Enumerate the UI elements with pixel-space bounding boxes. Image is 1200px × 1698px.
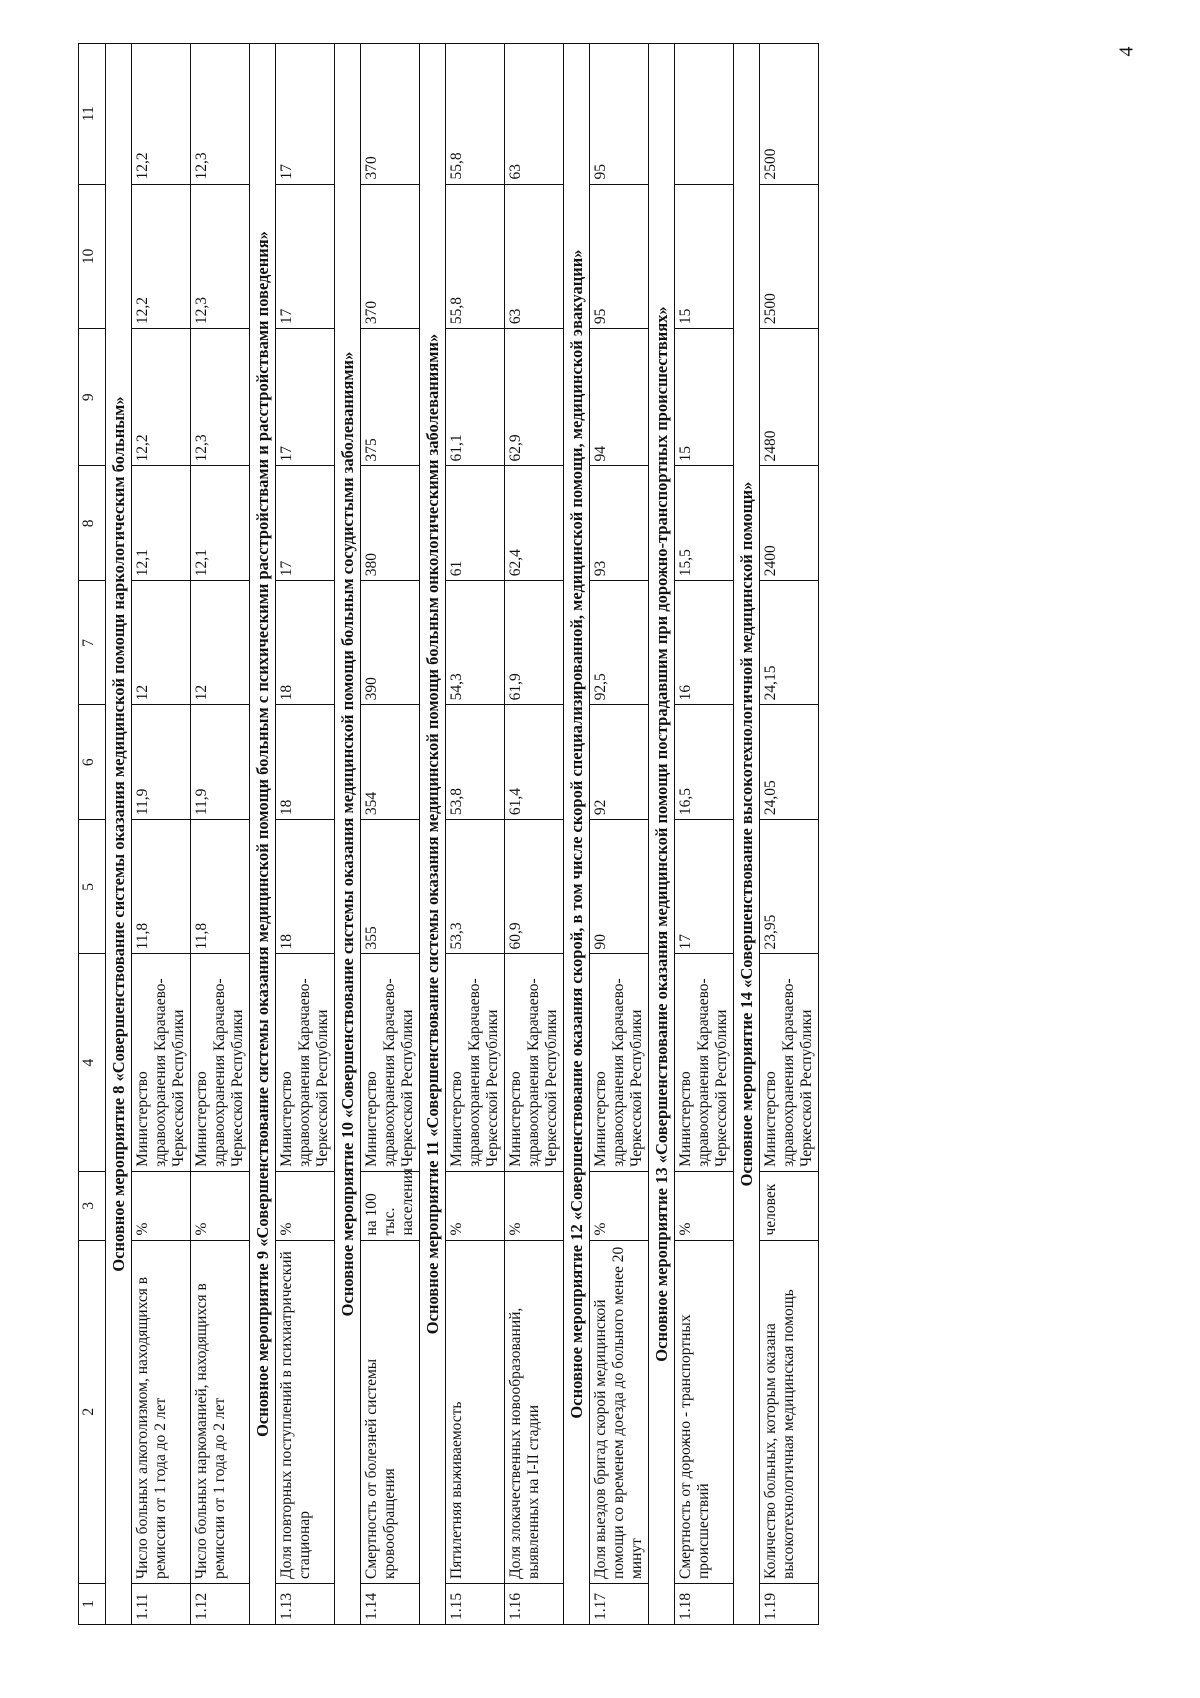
executor: Министерство здравоохранения Карачаево-Черкесской Республики <box>505 954 564 1171</box>
value-col11: 17 <box>276 44 335 185</box>
column-number: 6 <box>79 705 106 820</box>
column-number: 8 <box>79 466 106 581</box>
section-heading-row <box>420 44 446 1625</box>
value-col8: 15,5 <box>675 466 734 581</box>
indicators-table <box>78 43 819 1625</box>
value-col11 <box>675 44 734 185</box>
unit: на 100 тыс. населения <box>361 1171 420 1240</box>
value-col5: 53,3 <box>446 820 505 954</box>
section-title: Основное мероприятие 13 «Совершенствование оказания медицинской помощи пострадавшим при дорожно-транспортных происшествиях» <box>649 44 675 1625</box>
indicator-name: Число больных наркоманией, находящихся в ремиссии от 1 года до 2 лет <box>191 1240 250 1583</box>
value-col7: 18 <box>276 581 335 705</box>
value-col8: 2400 <box>760 466 819 581</box>
value-col10: 12,2 <box>132 184 191 329</box>
table-row <box>446 44 505 1625</box>
value-col9: 61,1 <box>446 329 505 466</box>
row-number: 1.13 <box>276 1584 335 1625</box>
value-col6: 92 <box>590 705 649 820</box>
value-col10: 17 <box>276 184 335 329</box>
row-number: 1.15 <box>446 1584 505 1625</box>
row-number: 1.12 <box>191 1584 250 1625</box>
value-col7: 54,3 <box>446 581 505 705</box>
unit: % <box>132 1171 191 1240</box>
indicator-name: Смертность от дорожно - транспортных происшествий <box>675 1240 734 1583</box>
value-col9: 12,2 <box>132 329 191 466</box>
value-col9: 2480 <box>760 329 819 466</box>
value-col11: 95 <box>590 44 649 185</box>
value-col11: 63 <box>505 44 564 185</box>
table-row <box>132 44 191 1625</box>
executor: Министерство здравоохранения Карачаево-Черкесской Республики <box>361 954 420 1171</box>
value-col5: 18 <box>276 820 335 954</box>
section-heading-row <box>649 44 675 1625</box>
row-number: 1.11 <box>132 1584 191 1625</box>
value-col8: 62,4 <box>505 466 564 581</box>
column-number: 9 <box>79 329 106 466</box>
value-col11: 2500 <box>760 44 819 185</box>
value-col8: 17 <box>276 466 335 581</box>
section-title: Основное мероприятие 11 «Совершенствование системы оказания медицинской помощи больным онкологическими заболеваниями» <box>420 44 446 1625</box>
value-col10: 95 <box>590 184 649 329</box>
value-col5: 355 <box>361 820 420 954</box>
value-col9: 12,3 <box>191 329 250 466</box>
table-row <box>505 44 564 1625</box>
value-col8: 12,1 <box>191 466 250 581</box>
value-col7: 16 <box>675 581 734 705</box>
value-col9: 375 <box>361 329 420 466</box>
column-number: 3 <box>79 1171 106 1240</box>
value-col10: 370 <box>361 184 420 329</box>
row-number: 1.19 <box>760 1584 819 1625</box>
executor: Министерство здравоохранения Карачаево-Черкесской Республики <box>446 954 505 1171</box>
executor: Министерство здравоохранения Карачаево-Черкесской Республики <box>590 954 649 1171</box>
indicator-name: Смертность от болезней системы кровообращения <box>361 1240 420 1583</box>
section-heading-row <box>106 44 132 1625</box>
section-heading-row <box>335 44 361 1625</box>
value-col5: 17 <box>675 820 734 954</box>
executor: Министерство здравоохранения Карачаево-Черкесской Республики <box>276 954 335 1171</box>
value-col6: 11,9 <box>191 705 250 820</box>
table-row <box>760 44 819 1625</box>
value-col6: 24,05 <box>760 705 819 820</box>
section-heading-row <box>564 44 590 1625</box>
row-number: 1.18 <box>675 1584 734 1625</box>
column-number-row <box>79 44 106 1625</box>
unit: % <box>191 1171 250 1240</box>
value-col7: 24,15 <box>760 581 819 705</box>
value-col8: 12,1 <box>132 466 191 581</box>
executor: Министерство здравоохранения Карачаево-Черкесской Республики <box>675 954 734 1171</box>
indicator-name: Количество больных, которым оказана высокотехнологичная медицинская помощь <box>760 1240 819 1583</box>
value-col7: 390 <box>361 581 420 705</box>
section-title: Основное мероприятие 12 «Совершенствование оказания скорой, в том числе скорой специализированной, медицинской помощи, медицинской эвакуации» <box>564 44 590 1625</box>
value-col6: 354 <box>361 705 420 820</box>
unit: человек <box>760 1171 819 1240</box>
value-col8: 93 <box>590 466 649 581</box>
value-col8: 61 <box>446 466 505 581</box>
unit: % <box>505 1171 564 1240</box>
value-col9: 15 <box>675 329 734 466</box>
table-row <box>191 44 250 1625</box>
rotated-page <box>78 43 1133 1625</box>
value-col11: 12,2 <box>132 44 191 185</box>
column-number: 10 <box>79 184 106 329</box>
section-heading-row <box>734 44 760 1625</box>
column-number: 1 <box>79 1584 106 1625</box>
value-col10: 55,8 <box>446 184 505 329</box>
value-col11: 55,8 <box>446 44 505 185</box>
value-col10: 15 <box>675 184 734 329</box>
column-number: 5 <box>79 820 106 954</box>
value-col7: 92,5 <box>590 581 649 705</box>
row-number: 1.16 <box>505 1584 564 1625</box>
executor: Министерство здравоохранения Карачаево-Черкесской Республики <box>191 954 250 1171</box>
value-col6: 61,4 <box>505 705 564 820</box>
section-heading-row <box>250 44 276 1625</box>
value-col5: 90 <box>590 820 649 954</box>
value-col6: 11,9 <box>132 705 191 820</box>
page-number: 4 <box>1115 46 1138 57</box>
value-col5: 11,8 <box>132 820 191 954</box>
column-number: 7 <box>79 581 106 705</box>
value-col5: 23,95 <box>760 820 819 954</box>
value-col6: 16,5 <box>675 705 734 820</box>
unit: % <box>276 1171 335 1240</box>
table-row <box>590 44 649 1625</box>
value-col11: 370 <box>361 44 420 185</box>
value-col9: 94 <box>590 329 649 466</box>
value-col5: 60,9 <box>505 820 564 954</box>
value-col9: 62,9 <box>505 329 564 466</box>
executor: Министерство здравоохранения Карачаево-Черкесской Республики <box>760 954 819 1171</box>
column-number: 2 <box>79 1240 106 1583</box>
value-col6: 53,8 <box>446 705 505 820</box>
value-col8: 380 <box>361 466 420 581</box>
indicator-name: Доля злокачественных новообразований, выявленных на I-II стадии <box>505 1240 564 1583</box>
executor: Министерство здравоохранения Карачаево-Черкесской Республики <box>132 954 191 1171</box>
value-col7: 12 <box>191 581 250 705</box>
section-title: Основное мероприятие 14 «Совершенствование высокотехнологичной медицинской помощи» <box>734 44 760 1625</box>
section-title: Основное мероприятие 9 «Совершенствование системы оказания медицинской помощи больным с психическими расстройствами и расстройствами поведения» <box>250 44 276 1625</box>
indicator-name: Число больных алкоголизмом, находящихся в ремиссии от 1 года до 2 лет <box>132 1240 191 1583</box>
value-col9: 17 <box>276 329 335 466</box>
value-col6: 18 <box>276 705 335 820</box>
column-number: 4 <box>79 954 106 1171</box>
unit: % <box>675 1171 734 1240</box>
table-row <box>675 44 734 1625</box>
column-number: 11 <box>79 44 106 185</box>
value-col10: 2500 <box>760 184 819 329</box>
indicator-name: Доля выездов бригад скорой медицинской помощи со временем доезда до больного менее 20 минут <box>590 1240 649 1583</box>
value-col11: 12,3 <box>191 44 250 185</box>
unit: % <box>446 1171 505 1240</box>
value-col10: 63 <box>505 184 564 329</box>
table-row <box>276 44 335 1625</box>
value-col7: 12 <box>132 581 191 705</box>
indicator-name: Доля повторных поступлений в психиатрический стационар <box>276 1240 335 1583</box>
value-col10: 12,3 <box>191 184 250 329</box>
value-col5: 11,8 <box>191 820 250 954</box>
value-col7: 61,9 <box>505 581 564 705</box>
unit: % <box>590 1171 649 1240</box>
section-title: Основное мероприятие 8 «Совершенствование системы оказания медицинской помощи наркологическим больным» <box>106 44 132 1625</box>
row-number: 1.17 <box>590 1584 649 1625</box>
indicator-name: Пятилетняя выживаемость <box>446 1240 505 1583</box>
table-row <box>361 44 420 1625</box>
row-number: 1.14 <box>361 1584 420 1625</box>
section-title: Основное мероприятие 10 «Совершенствование системы оказания медицинской помощи больным сосудистыми заболеваниями» <box>335 44 361 1625</box>
